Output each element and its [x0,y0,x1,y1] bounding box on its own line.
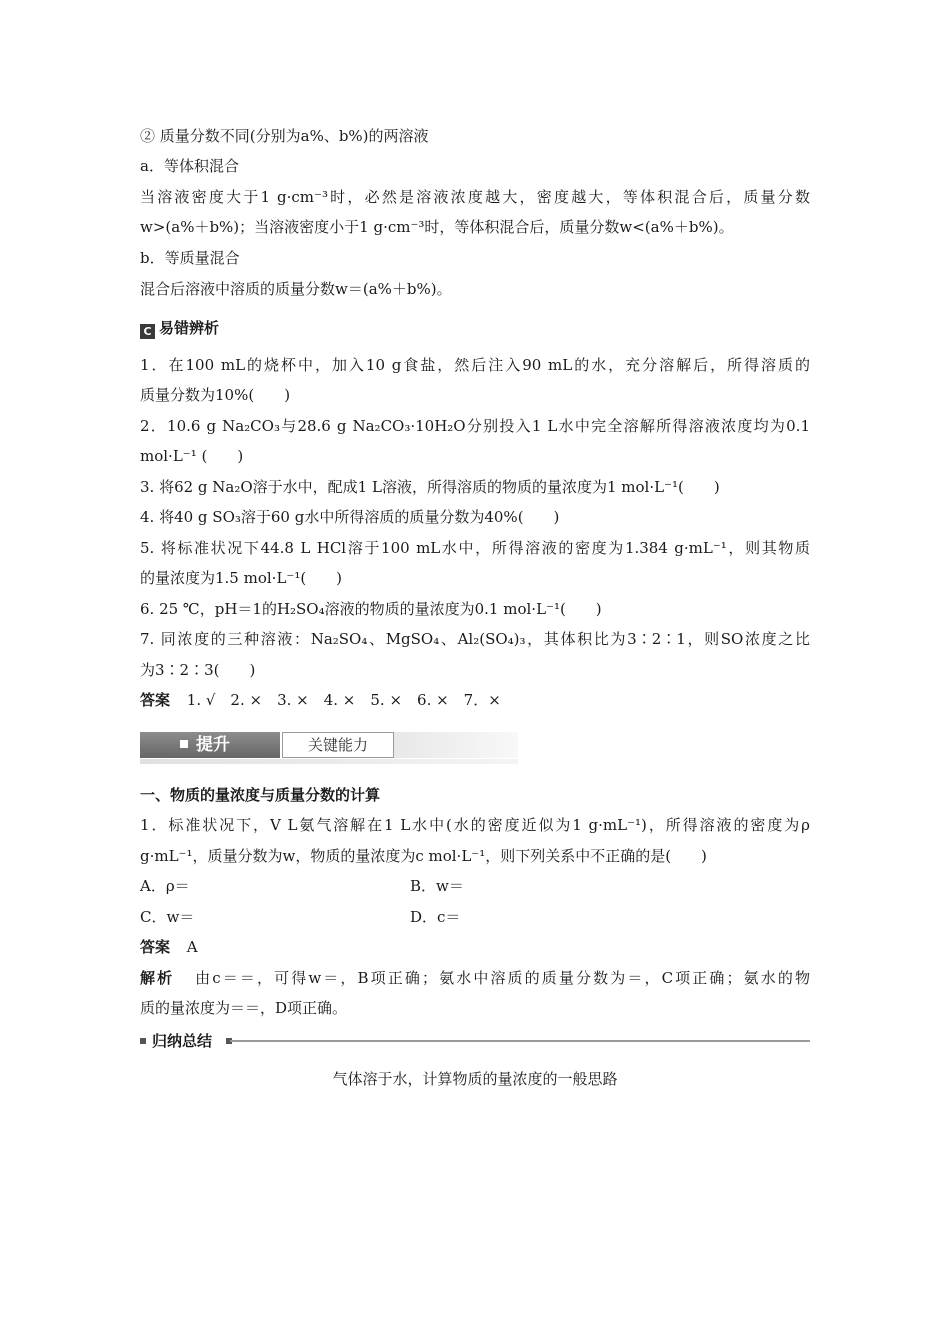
errors-answer [140,690,810,710]
section2-a-line2: w>(a%＋b%)；当溶液密度小于1 g·cm⁻³时，等体积混合后，质量分数w<(a%＋b%)。 [140,218,734,236]
error-item-4: 4. 将40 g SO₃溶于60 g水中所得溶质的质量分数为40%( ) [140,508,560,526]
summary-subtitle: 气体溶于水，计算物质的量浓度的一般思路 [332,1070,618,1088]
analysis-line1 [140,968,810,988]
analysis-label: 解析 [140,969,175,987]
question1-answer-value: A [186,938,198,956]
banner-square-icon [180,740,188,748]
banner-shadow [140,759,518,764]
analysis-text-1: 由c＝＝，可得w＝，B项正确；氨水中溶质的质量分数为＝，C项正确；氨水的物 [195,969,810,987]
section2-b-line1: 混合后溶液中溶质的质量分数w＝(a%＋b%)。 [140,280,452,298]
question1-answer-label: 答案 [140,938,171,956]
section2-b-label: b．等质量混合 [140,249,240,267]
section2-a-line1: 当溶液密度大于1 g·cm⁻³时，必然是溶液浓度越大，密度越大，等体积混合后，质量分数 [140,188,810,206]
summary-header [140,1031,810,1051]
banner-fill [394,732,518,758]
summary-rule [230,1040,810,1042]
error-item-3: 3. 将62 g Na₂O溶于水中，配成1 L溶液，所得溶质的物质的量浓度为1 mol·L⁻¹( ) [140,478,720,496]
error-item-1-line2: 质量分数为10%( ) [140,386,291,404]
error-item-5-line1: 5. 将标准状况下44.8 L HCl溶于100 mL水中，所得溶液的密度为1.384 g·mL⁻¹，则其物质 [140,539,810,557]
question1-line2: g·mL⁻¹，质量分数为w，物质的量浓度为c mol·L⁻¹，则下列关系中不正确的是( ) [140,847,707,865]
section-marker-icon: C [140,324,155,339]
error-item-7-line2: 为3∶2∶3( ) [140,661,256,679]
banner-right: 关键能力 [282,732,394,758]
error-item-2-line2: mol·L⁻¹ ( ) [140,447,244,465]
banner-left [140,732,280,758]
errors-answer-label: 答案 [140,691,171,709]
section-banner [140,732,518,764]
summary-label: 归纳总结 [152,1032,213,1050]
question1-line1: 1．标准状况下，V L氨气溶解在1 L水中(水的密度近似为1 g·mL⁻¹)，所得溶液的密度为ρ [140,816,810,834]
summary-left-square-icon [140,1038,146,1044]
section2-title: ② 质量分数不同(分别为a%、b%)的两溶液 [140,127,429,145]
error-item-1-line1: 1．在100 mL的烧杯中，加入10 g食盐，然后注入90 mL的水，充分溶解后，所得溶质的 [140,356,810,374]
part1-title: 一、物质的量浓度与质量分数的计算 [140,786,381,804]
error-item-5-line2: 的量浓度为1.5 mol·L⁻¹( ) [140,569,343,587]
banner-left-label: 提升 [196,735,230,755]
section2-a-label: a．等体积混合 [140,157,239,175]
question1-answer [140,937,810,957]
options-row-1 [140,876,810,896]
analysis-line2: 质的量浓度为＝＝，D项正确。 [140,999,348,1017]
option-a: A．ρ＝ [140,877,190,895]
error-item-7-line1: 7. 同浓度的三种溶液：Na₂SO₄、MgSO₄、Al₂(SO₄)₃，其体积比为3∶2∶1，则SO浓度之比 [140,630,810,648]
error-item-6: 6. 25 ℃，pH＝1的H₂SO₄溶液的物质的量浓度为0.1 mol·L⁻¹( ) [140,600,602,618]
errors-header [140,318,810,339]
option-b: B．w＝ [410,877,464,895]
option-c: C．w＝ [140,908,195,926]
errors-header-label: 易错辨析 [159,319,220,337]
error-item-2-line1: 2．10.6 g Na₂CO₃与28.6 g Na₂CO₃·10H₂O分别投入1 L水中完全溶解所得溶液浓度均为0.1 [140,417,810,435]
errors-answer-text: 1. √ 2. × 3. × 4. × 5. × 6. × 7．× [186,691,501,709]
option-d: D．c＝ [410,908,461,926]
options-row-2 [140,907,810,927]
